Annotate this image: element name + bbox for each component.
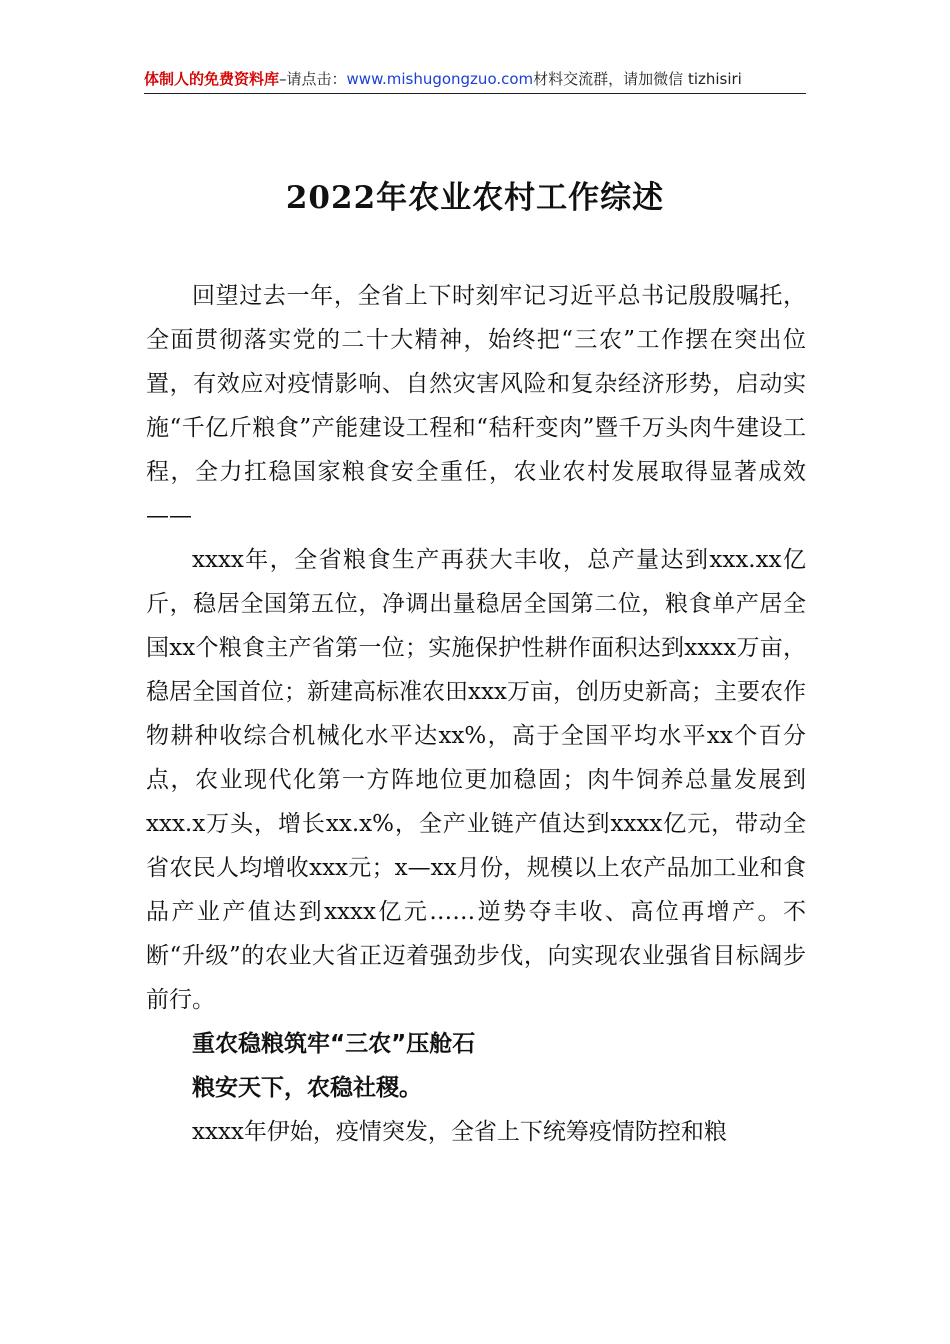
document-body [146,274,806,1154]
document-title: 2022年农业农村工作综述 [285,180,665,216]
section-heading: 重农稳粮筑牢“三农”压舱石 [192,1031,476,1057]
page-header [144,68,806,90]
header-divider [144,93,806,94]
header-contact: 材料交流群，请加微信 tizhisiri [533,70,742,88]
paragraph-intro: 回望过去一年，全省上下时刻牢记习近平总书记殷殷嘱托，全面贯彻落实党的二十大精神，始终把“三农”工作摆在突出位置，有效应对疫情影响、自然灾害风险和复杂经济形势，启动实施“千亿斤粮食”产能建设工程和“秸秆变肉”暨千万头肉牛建设工程，全力扛稳国家粮食安全重任，农业农村发展取得显著成效—— [146,283,806,529]
header-prompt: –请点击： [279,70,347,88]
paragraph-continued: xxxx年伊始，疫情突发，全省上下统筹疫情防控和粮 [192,1119,727,1145]
section-subheading: 粮安天下，农稳社稷。 [192,1075,422,1101]
site-link[interactable]: www.mishugongzuo.com [346,70,534,88]
site-name: 体制人的免费资料库 [144,70,280,88]
paragraph-stats: xxxx年，全省粮食生产再获大丰收，总产量达到xxx.xx亿斤，稳居全国第五位，净调出量稳居全国第二位，粮食单产居全国xx个粮食主产省第一位；实施保护性耕作面积达到xxxx万亩，稳居全国首位；新建高标准农田xxx万亩，创历史新高；主要农作物耕种收综合机械化水平达xx%，高于全国平均水平xx个百分点，农业现代化第一方阵地位更加稳固；肉牛饲养总量发展到xxx.x万头，增长xx.x%，全产业链产值达到xxxx亿元，带动全省农民人均增收xxx元；x—xx月份，规模以上农产品加工业和食品产业产值达到xxxx亿元……逆势夺丰收、高位再增产。不断“升级”的农业大省正迈着强劲步伐，向实现农业强省目标阔步前行。 [146,547,806,1013]
